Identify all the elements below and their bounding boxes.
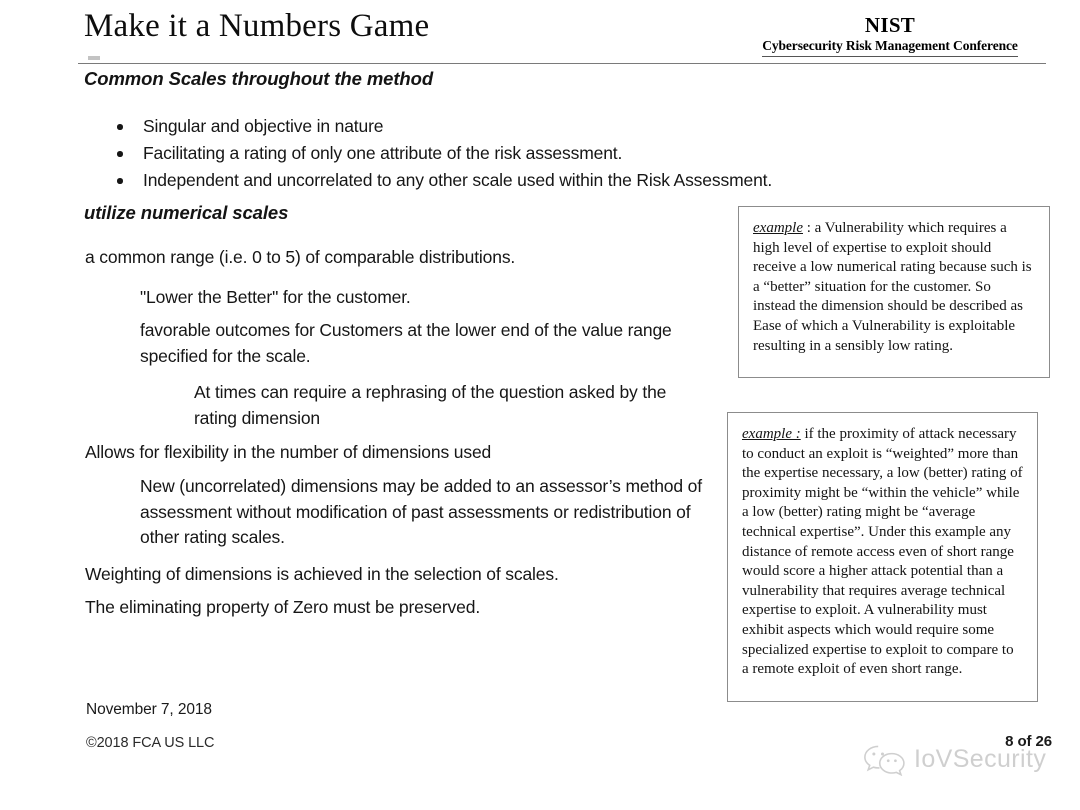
example-label: example: [753, 220, 803, 236]
example-callout-box-1: [738, 206, 1050, 378]
body-text-allows-flexibility: Allows for flexibility in the number of dimensions used: [85, 442, 492, 462]
page-number: 8 of 26: [1005, 733, 1052, 750]
list-item: Singular and objective in nature: [109, 113, 909, 140]
list-item: Independent and uncorrelated to any other scale used within the Risk Assessment.: [109, 167, 909, 194]
body-text-common-range: a common range (i.e. 0 to 5) of comparable distributions.: [85, 247, 516, 267]
section-heading-common-scales: Common Scales throughout the method: [84, 68, 434, 89]
body-text-zero-property: The eliminating property of Zero must be preserved.: [85, 597, 481, 617]
wechat-icon: [862, 742, 908, 776]
body-text-lower-the-better: "Lower the Better" for the customer.: [140, 287, 411, 307]
header-artifact-mark: [88, 56, 100, 60]
example-body-text: if the proximity of attack necessary to conduct an exploit is “weighted” more than the expertise necessary, a low (better) rating of proximity might be “within the vehicle” while a low (better) rating might be “average technical expertise”. Under this example any distance of remote access even of short range would score a higher attack potential than a vulnerability that requires average technical expertise to exploit. A vulnerability must exhibit aspects which would require some specialized expertise to exploit to compare to a remote exploit of even short range.: [742, 426, 1023, 678]
footer-copyright: ©2018 FCA US LLC: [86, 735, 215, 751]
footer-date: November 7, 2018: [86, 701, 212, 718]
conference-branding: [734, 14, 1046, 57]
organization-name: NIST: [864, 13, 916, 37]
example-body-text: a Vulnerability which requires a high level of expertise to exploit should receive a low numerical rating because such is a “better” situation for the customer. So instead the dimension should be described as Ease of which a Vulnerability is exploitable resulting in a sensibly low rating.: [753, 220, 1032, 354]
example-separator: :: [802, 220, 815, 236]
page-title: Make it a Numbers Game: [84, 8, 430, 44]
body-text-new-dimensions: New (uncorrelated) dimensions may be added to an assessor’s method of assessment without modification of past assessments or redistribution of other rating scales.: [140, 476, 702, 547]
body-text-favorable-outcomes: favorable outcomes for Customers at the lower end of the value range specified for the scale.: [140, 320, 672, 366]
example-label: example :: [742, 426, 801, 442]
body-text-weighting: Weighting of dimensions is achieved in the selection of scales.: [85, 564, 559, 584]
example-callout-box-2: [727, 412, 1038, 702]
body-text-at-times-rephrasing: At times can require a rephrasing of the question asked by the rating dimension: [194, 382, 667, 428]
list-item: Facilitating a rating of only one attribute of the risk assessment.: [109, 140, 909, 167]
conference-subtitle: Cybersecurity Risk Management Conference: [762, 39, 1018, 57]
section-heading-utilize-numerical-scales: utilize numerical scales: [84, 202, 289, 223]
watermark-text: IoVSecurity: [914, 744, 1047, 773]
common-scales-bullet-list: [109, 113, 909, 194]
header-divider: [78, 63, 1046, 64]
